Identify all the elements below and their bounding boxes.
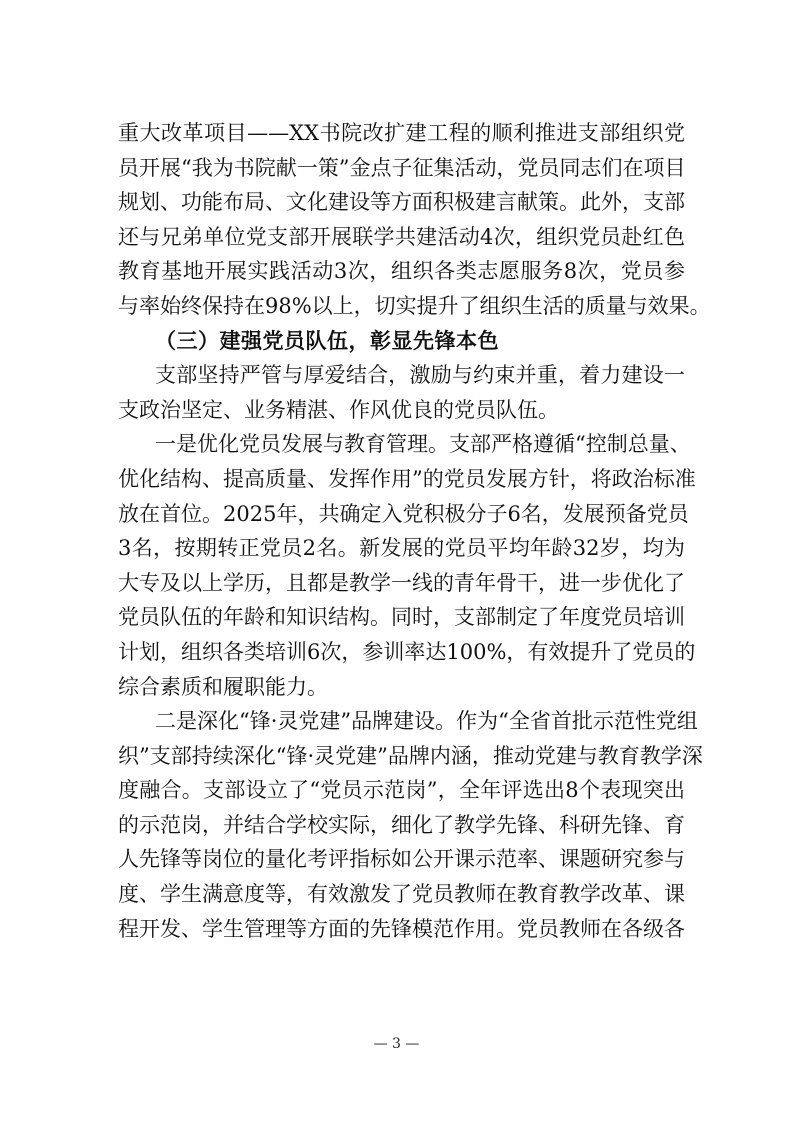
paragraph-line: 规划、功能布局、文化建设等方面积极建言献策。此外，支部 xyxy=(118,190,685,215)
paragraph-line: 还与兄弟单位党支部开展联学共建活动4次，组织党员赴红色 xyxy=(118,224,685,249)
paragraph-line: 人先锋等岗位的量化考评指标如公开课示范率、课题研究参与 xyxy=(118,847,685,872)
paragraph-line: 员开展“我为书院献一策”金点子征集活动，党员同志们在项目 xyxy=(118,155,686,180)
paragraph-line: 党员队伍的年龄和知识结构。同时，支部制定了年度党员培训 xyxy=(118,605,685,630)
paragraph-line: 教育基地开展实践活动3次，组织各类志愿服务8次，党员参 xyxy=(118,259,685,284)
page-number: — 3 — xyxy=(373,1036,420,1052)
paragraph-line: 放在首位。2025年，共确定入党积极分子6名，发展预备党员 xyxy=(118,501,689,526)
paragraph-line: 计划，组织各类培训6次，参训率达100%，有效提升了党员的 xyxy=(118,639,696,664)
paragraph-line: 3名，按期转正党员2名。新发展的党员平均年龄32岁，均为 xyxy=(118,536,685,561)
document-body xyxy=(118,116,711,946)
paragraph-line: 大专及以上学历，且都是教学一线的青年骨干，进一步优化了 xyxy=(118,570,685,595)
paragraph-line: 程开发、学生管理等方面的先锋模范作用。党员教师在各级各 xyxy=(118,916,685,941)
paragraph-line: 支部坚持严管与厚爱结合，激励与约束并重，着力建设一 xyxy=(155,363,685,388)
paragraph-line: 一是优化党员发展与教育管理。支部严格遵循“控制总量、 xyxy=(155,432,691,457)
paragraph-line: 的示范岗，并结合学校实际，细化了教学先锋、科研先锋、育 xyxy=(118,812,685,837)
paragraph-line: 度、学生满意度等，有效激发了党员教师在教育教学改革、课 xyxy=(118,882,685,907)
paragraph-line: 支政治坚定、业务精湛、作风优良的党员队伍。 xyxy=(118,397,559,422)
paragraph-line: 优化结构、提高质量、发挥作用”的党员发展方针，将政治标准 xyxy=(118,466,696,491)
section-heading: （三）建强党员队伍，彰显先锋本色 xyxy=(155,327,499,353)
paragraph-line: 织”支部持续深化“锋·灵党建”品牌内涵，推动党建与教育教学深 xyxy=(118,743,703,768)
paragraph-line: 度融合。支部设立了“党员示范岗”，全年评选出8个表现突出 xyxy=(118,778,685,803)
paragraph-line: 与率始终保持在98%以上，切实提升了组织生活的质量与效果。 xyxy=(118,293,711,318)
paragraph-line: 二是深化“锋·灵党建”品牌建设。作为“全省首批示范性党组 xyxy=(155,709,698,734)
paragraph-line: 重大改革项目——XX书院改扩建工程的顺利推进支部组织党 xyxy=(118,121,685,145)
paragraph-line: 综合素质和履职能力。 xyxy=(118,674,328,699)
